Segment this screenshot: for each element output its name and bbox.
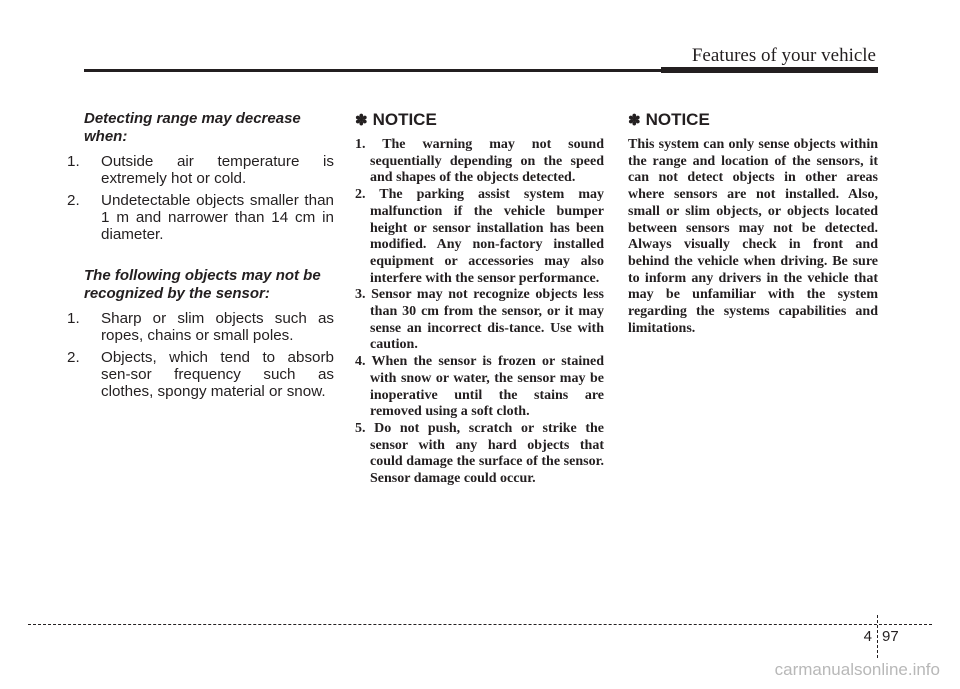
list-item-number: 1. — [67, 153, 80, 170]
column-detecting-range — [67, 110, 334, 405]
unrecognized-objects-list — [67, 310, 334, 400]
page-number: 97 — [882, 628, 899, 645]
notice-item: 5. Do not push, scratch or strike the sensor with any hard objects that could damage the surface of the sensor. Sensor damage could occur. — [355, 420, 604, 487]
notice-heading — [628, 110, 878, 130]
footer-rule — [28, 624, 932, 625]
list-item-text: Sharp or slim objects such as ropes, chains or small poles. — [101, 310, 334, 344]
notice-item: 3. Sensor may not recognize objects less than 30 cm from the sensor, or it may sense an incorrect dis-tance. Use with caution. — [355, 287, 604, 353]
notice-box-system-limits — [628, 110, 878, 337]
chapter-number: 4 — [863, 628, 872, 645]
notice-item: 4. When the sensor is frozen or stained with snow or water, the sensor may be inoperative until the stains are removed using a soft cloth. — [355, 354, 604, 420]
list-item-text: Outside air temperature is extremely hot or cold. — [101, 153, 334, 187]
notice-star-icon: ✽ — [355, 111, 368, 129]
footer-divider — [877, 615, 878, 658]
header-rule-accent — [661, 67, 878, 73]
list-item-number: 2. — [67, 349, 80, 366]
notice-list — [355, 137, 604, 488]
unrecognized-objects-heading: The following objects may not be recognized by the sensor: — [84, 267, 321, 302]
notice-star-icon: ✽ — [628, 111, 641, 129]
notice-item: 1. The warning may not sound sequentially depending on the speed and shapes of the objects detected. — [355, 137, 604, 186]
list-item-text: Undetectable objects smaller than 1 m and narrower than 14 cm in diameter. — [101, 192, 334, 243]
detecting-range-list — [67, 153, 334, 243]
notice-paragraph: This system can only sense objects within the range and location of the sensors, it can not detect objects in other areas where sensors are not installed. Also, small or slim objects, or objects located between sensors may not be detected. Always visually check in front and behind the vehicle when driving. Be sure to inform any drivers in the vehicle that may be unfamiliar with the system regarding the systems capabilities and limitations. — [628, 137, 878, 336]
notice-box-sensor-warnings — [355, 110, 604, 488]
notice-heading-label: NOTICE — [372, 110, 437, 129]
detecting-range-heading: Detecting range may decrease when: — [84, 110, 301, 145]
notice-heading-label: NOTICE — [645, 110, 710, 129]
header-rule — [84, 69, 661, 72]
list-item-number: 1. — [67, 310, 80, 327]
list-item — [67, 349, 334, 400]
list-item — [67, 310, 334, 344]
page-header-title: Features of your vehicle — [691, 45, 876, 66]
watermark: carmanualsonline.info — [774, 660, 940, 679]
list-item — [67, 153, 334, 187]
list-item-text: Objects, which tend to absorb sen-sor frequency such as clothes, spongy material or snow. — [101, 349, 334, 400]
list-item — [67, 192, 334, 243]
notice-item: 2. The parking assist system may malfunction if the vehicle bumper height or sensor installation has been modified. Any non-factory installed equipment or accessories may also interfere with the sensor performance. — [355, 187, 604, 286]
list-item-number: 2. — [67, 192, 80, 209]
notice-heading — [355, 110, 604, 130]
